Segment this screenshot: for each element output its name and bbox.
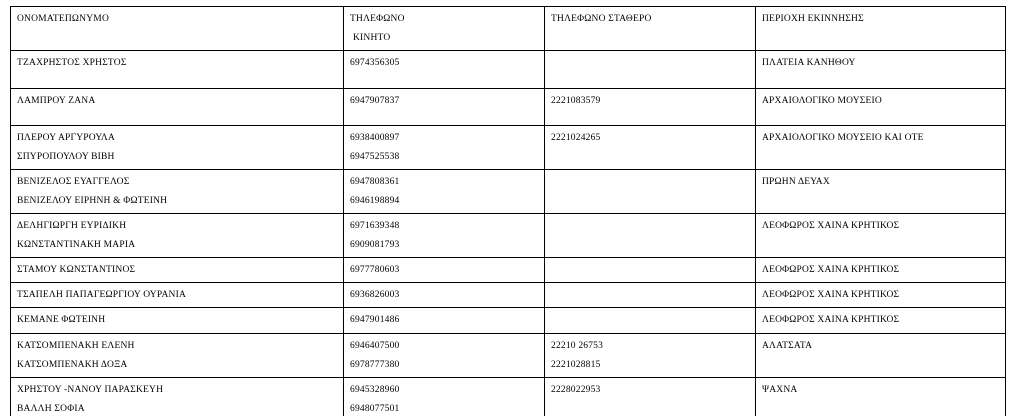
table-row bbox=[11, 89, 1006, 126]
name-cell-text: ΒΕΝΙΖΕΛΟΥ ΕΙΡΗΝΗ & ΦΩΤΕΙΝΗ bbox=[17, 196, 168, 206]
landline-cell bbox=[545, 89, 756, 126]
contacts-table bbox=[10, 6, 1006, 416]
mobile-cell-text: 6945328960 bbox=[350, 385, 400, 395]
col-header-mobile-label-line2: ΚΙΝΗΤΟ bbox=[353, 33, 391, 43]
mobile-cell bbox=[344, 51, 545, 89]
area-cell bbox=[756, 214, 1006, 258]
mobile-cell bbox=[344, 334, 545, 378]
area-cell-text: ΛΕΟΦΩΡΟΣ ΧΑΙΝΑ ΚΡΗΤΙΚΟΣ bbox=[762, 221, 900, 231]
mobile-cell-text: 6948077501 bbox=[350, 404, 400, 414]
mobile-cell bbox=[344, 170, 545, 214]
landline-cell bbox=[545, 51, 756, 89]
landline-cell bbox=[545, 126, 756, 170]
mobile-cell bbox=[344, 126, 545, 170]
name-cell-text: ΒΕΝΙΖΕΛΟΣ ΕΥΑΓΓΕΛΟΣ bbox=[17, 177, 130, 187]
area-cell-text: ΑΛΑΤΣΑΤΑ bbox=[762, 341, 813, 351]
mobile-cell bbox=[344, 214, 545, 258]
area-cell bbox=[756, 51, 1006, 89]
table-row bbox=[11, 214, 1006, 258]
landline-cell bbox=[545, 214, 756, 258]
area-cell-text: ΛΕΟΦΩΡΟΣ ΧΑΙΝΑ ΚΡΗΤΙΚΟΣ bbox=[762, 265, 900, 275]
area-cell-text: ΑΡΧΑΙΟΛΟΓΙΚΟ ΜΟΥΣΕΙΟ bbox=[762, 96, 882, 106]
name-cell-text: ΒΑΛΛΗ ΣΟΦΙΑ bbox=[17, 404, 85, 414]
mobile-cell-text: 6936826003 bbox=[350, 290, 400, 300]
area-cell-text: ΛΕΟΦΩΡΟΣ ΧΑΙΝΑ ΚΡΗΤΙΚΟΣ bbox=[762, 290, 900, 300]
name-cell bbox=[11, 51, 344, 89]
landline-cell-text: 2228022953 bbox=[551, 385, 601, 395]
table-row bbox=[11, 170, 1006, 214]
col-header-mobile-label-line1: ΤΗΛΕΦΩΝΟ bbox=[350, 14, 405, 24]
table-row bbox=[11, 258, 1006, 283]
table-row bbox=[11, 334, 1006, 378]
table-header bbox=[11, 7, 1006, 51]
name-cell-text: ΣΤΑΜΟΥ ΚΩΝΣΤΑΝΤΙΝΟΣ bbox=[17, 265, 136, 275]
area-cell bbox=[756, 378, 1006, 416]
name-cell-text: ΤΖΑΧΡΗΣΤΟΣ ΧΡΗΣΤΟΣ bbox=[17, 58, 127, 68]
table-row bbox=[11, 126, 1006, 170]
name-cell bbox=[11, 89, 344, 126]
landline-cell bbox=[545, 378, 756, 416]
landline-cell bbox=[545, 334, 756, 378]
mobile-cell bbox=[344, 258, 545, 283]
mobile-cell-text: 6947808361 bbox=[350, 177, 400, 187]
name-cell-text: ΚΑΤΣΟΜΠΕΝΑΚΗ ΔΟΞΑ bbox=[17, 360, 128, 370]
name-cell-text: ΠΛΕΡΟΥ ΑΡΓΥΡΟΥΛΑ bbox=[17, 133, 116, 143]
name-cell-text: ΤΣΑΠΕΛΗ ΠΑΠΑΓΕΩΡΓΙΟΥ ΟΥΡΑΝΙΑ bbox=[17, 290, 187, 300]
mobile-cell-text: 6978777380 bbox=[350, 360, 400, 370]
landline-cell-text: 2221083579 bbox=[551, 96, 601, 106]
name-cell bbox=[11, 378, 344, 416]
area-cell-text: ΠΛΑΤΕΙΑ ΚΑΝΗΘΟΥ bbox=[762, 58, 856, 68]
mobile-cell-text: 6947901486 bbox=[350, 315, 400, 325]
mobile-cell-text: 6947525538 bbox=[350, 152, 400, 162]
landline-cell bbox=[545, 258, 756, 283]
name-cell bbox=[11, 283, 344, 308]
landline-cell-text: 2221024265 bbox=[551, 133, 601, 143]
header-row bbox=[11, 7, 1006, 51]
name-cell bbox=[11, 126, 344, 170]
table-body bbox=[11, 51, 1006, 416]
area-cell-text: ΑΡΧΑΙΟΛΟΓΙΚΟ ΜΟΥΣΕΙΟ ΚΑΙ ΟΤΕ bbox=[762, 133, 924, 143]
name-cell bbox=[11, 170, 344, 214]
area-cell bbox=[756, 283, 1006, 308]
mobile-cell-text: 6909081793 bbox=[350, 240, 400, 250]
mobile-cell-text: 6974356305 bbox=[350, 58, 400, 68]
name-cell bbox=[11, 308, 344, 334]
mobile-cell-text: 6946407500 bbox=[350, 341, 400, 351]
mobile-cell-text: 6971639348 bbox=[350, 221, 400, 231]
name-cell-text: ΔΕΛΗΓΙΩΡΓΗ ΕΥΡΙΔΙΚΗ bbox=[17, 221, 127, 231]
area-cell-text: ΛΕΟΦΩΡΟΣ ΧΑΙΝΑ ΚΡΗΤΙΚΟΣ bbox=[762, 315, 900, 325]
mobile-cell-text: 6947907837 bbox=[350, 96, 400, 106]
name-cell bbox=[11, 214, 344, 258]
mobile-cell bbox=[344, 378, 545, 416]
name-cell bbox=[11, 258, 344, 283]
mobile-cell bbox=[344, 89, 545, 126]
col-header-mobile bbox=[344, 7, 545, 51]
col-header-landline-label: ΤΗΛΕΦΩΝΟ ΣΤΑΘΕΡΟ bbox=[551, 14, 652, 24]
area-cell bbox=[756, 308, 1006, 334]
col-header-area bbox=[756, 7, 1006, 51]
table-row bbox=[11, 51, 1006, 89]
mobile-cell bbox=[344, 283, 545, 308]
area-cell-text: ΠΡΩΗΝ ΔΕΥΑΧ bbox=[762, 177, 830, 187]
col-header-area-label: ΠΕΡΙΟΧΗ ΕΚΙΝΝΗΣΗΣ bbox=[762, 14, 864, 24]
name-cell-text: ΣΠΥΡΟΠΟΥΛΟΥ ΒΙΒΗ bbox=[17, 152, 115, 162]
name-cell-text: ΧΡΗΣΤΟΥ -ΝΑΝΟΥ ΠΑΡΑΣΚΕΥΗ bbox=[17, 385, 164, 395]
name-cell bbox=[11, 334, 344, 378]
area-cell-text: ΨΑΧΝΑ bbox=[762, 385, 798, 395]
landline-cell bbox=[545, 170, 756, 214]
table-row bbox=[11, 308, 1006, 334]
landline-cell bbox=[545, 308, 756, 334]
landline-cell-text: 2221028815 bbox=[551, 360, 601, 370]
area-cell bbox=[756, 89, 1006, 126]
col-header-name bbox=[11, 7, 344, 51]
name-cell-text: ΚΕΜΑΝΕ ΦΩΤΕΙΝΗ bbox=[17, 315, 106, 325]
mobile-cell-text: 6977780603 bbox=[350, 265, 400, 275]
landline-cell-text: 22210 26753 bbox=[551, 341, 604, 351]
area-cell bbox=[756, 126, 1006, 170]
name-cell-text: ΛΑΜΠΡΟΥ ΖΑΝΑ bbox=[17, 96, 96, 106]
area-cell bbox=[756, 258, 1006, 283]
mobile-cell bbox=[344, 308, 545, 334]
name-cell-text: ΚΩΝΣΤΑΝΤΙΝΑΚΗ ΜΑΡΙΑ bbox=[17, 240, 136, 250]
col-header-landline bbox=[545, 7, 756, 51]
area-cell bbox=[756, 170, 1006, 214]
table-row bbox=[11, 283, 1006, 308]
mobile-cell-text: 6938400897 bbox=[350, 133, 400, 143]
landline-cell bbox=[545, 283, 756, 308]
mobile-cell-text: 6946198894 bbox=[350, 196, 400, 206]
table-row bbox=[11, 378, 1006, 416]
name-cell-text: ΚΑΤΣΟΜΠΕΝΑΚΗ ΕΛΕΝΗ bbox=[17, 341, 135, 351]
col-header-name-label: ΟΝΟΜΑΤΕΠΩΝΥΜΟ bbox=[17, 14, 110, 24]
area-cell bbox=[756, 334, 1006, 378]
